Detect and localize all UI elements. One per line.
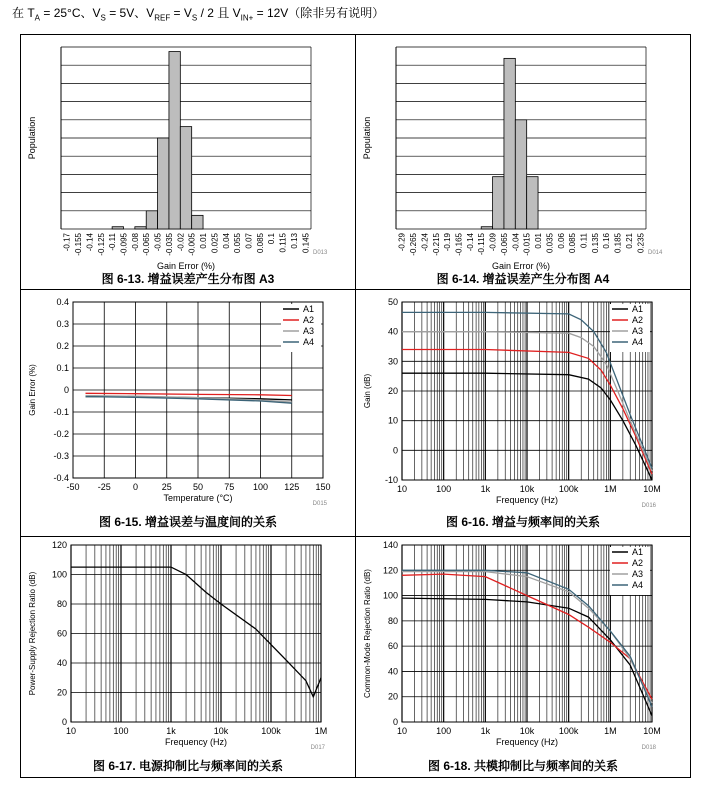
histogram-bar xyxy=(112,227,123,229)
legend-box xyxy=(610,547,650,595)
y-tick-label: 10 xyxy=(387,415,398,426)
panel-fig15 xyxy=(20,289,356,537)
y-tick-label: 40 xyxy=(387,666,398,677)
y-tick-label: 80 xyxy=(56,599,67,609)
x-tick-label: 50 xyxy=(192,482,204,492)
x-tick-label: 10k xyxy=(519,484,535,494)
x-tick-label: 1M xyxy=(604,484,617,494)
x-axis-label: Gain Error (%) xyxy=(491,261,551,271)
chart-fig14 xyxy=(356,35,692,291)
y-tick-label: 0.4 xyxy=(56,297,69,307)
y-tick-label: 100 xyxy=(51,569,67,580)
histogram-bar xyxy=(515,120,526,229)
x-tick-label: 0.06 xyxy=(556,233,566,249)
legend-label: A4 xyxy=(632,337,644,347)
x-tick-label: -0.09 xyxy=(488,233,498,252)
caption-fig18: 图 6-18. 共模抑制比与频率间的关系 xyxy=(427,759,619,773)
y-tick-label: 0 xyxy=(392,445,398,456)
y-tick-label: -0.2 xyxy=(53,429,69,439)
y-axis-label: Common-Mode Rejection Ratio (dB) xyxy=(363,569,372,698)
y-tick-label: 80 xyxy=(387,615,398,626)
x-tick-label: -0.095 xyxy=(119,233,129,256)
y-tick-label: 30 xyxy=(387,356,398,367)
y-axis-label: Population xyxy=(27,116,37,160)
figure-code: D017 xyxy=(310,745,325,751)
legend-label: A3 xyxy=(632,326,644,336)
x-tick-label: 0.11 xyxy=(579,233,589,248)
histogram-bar xyxy=(158,138,169,229)
y-axis-label: Gain (dB) xyxy=(363,373,372,409)
x-axis-label: Temperature (°C) xyxy=(163,493,233,503)
x-tick-label: -0.11 xyxy=(108,233,118,251)
x-tick-label: 10 xyxy=(396,726,408,736)
x-tick-label: 1k xyxy=(480,726,491,736)
y-tick-label: 0.1 xyxy=(56,363,69,373)
x-tick-label: 75 xyxy=(224,482,235,492)
y-axis-label: Power-Supply Rejection Ratio (dB) xyxy=(28,571,37,696)
x-tick-label: -0.14 xyxy=(85,233,95,252)
x-tick-label: -0.165 xyxy=(454,233,464,256)
y-axis-label: Population xyxy=(362,116,372,160)
legend-label: A3 xyxy=(303,326,315,336)
x-tick-label: 100 xyxy=(436,726,452,736)
histogram-bar xyxy=(493,177,504,229)
x-tick-label: 1k xyxy=(480,484,491,494)
x-tick-label: -0.115 xyxy=(477,233,487,256)
x-tick-label: 0.085 xyxy=(255,233,265,254)
chart-fig18 xyxy=(356,537,692,779)
panel-fig16 xyxy=(355,289,691,537)
caption-fig17: 图 6-17. 电源抑制比与频率间的关系 xyxy=(92,759,284,773)
legend-label: A3 xyxy=(632,569,644,579)
histogram-bar xyxy=(169,52,180,229)
x-tick-label: 0.085 xyxy=(568,233,578,254)
figure-code: D014 xyxy=(648,250,663,256)
panel-fig18 xyxy=(355,536,691,778)
chart-fig17 xyxy=(21,537,357,779)
panel-fig13 xyxy=(20,34,356,290)
x-tick-label: -0.265 xyxy=(409,233,419,256)
y-tick-label: 20 xyxy=(387,691,398,702)
legend-label: A1 xyxy=(303,304,315,314)
x-tick-label: 100 xyxy=(113,726,129,736)
legend-box xyxy=(281,304,321,352)
x-tick-label: 0.185 xyxy=(613,233,623,254)
legend-label: A2 xyxy=(632,315,644,325)
x-tick-label: 0.145 xyxy=(301,233,311,254)
y-tick-label: -0.3 xyxy=(53,451,69,461)
legend-label: A2 xyxy=(632,558,644,568)
y-tick-label: 0.2 xyxy=(56,341,69,351)
legend-label: A2 xyxy=(303,315,315,325)
x-tick-label: 0.115 xyxy=(278,233,288,253)
x-axis-label: Gain Error (%) xyxy=(156,261,216,271)
x-tick-label: -25 xyxy=(97,482,111,492)
legend-label: A4 xyxy=(303,337,315,347)
x-tick-label: 100k xyxy=(558,726,579,736)
y-tick-label: 40 xyxy=(56,658,67,668)
y-tick-label: 120 xyxy=(51,540,67,550)
y-tick-label: 0.3 xyxy=(56,319,69,329)
x-tick-label: 0.16 xyxy=(602,233,612,249)
y-tick-label: 0 xyxy=(61,717,67,727)
x-tick-label: 0.21 xyxy=(624,233,634,249)
figure-code: D018 xyxy=(641,745,656,751)
y-tick-label: 20 xyxy=(56,687,67,698)
y-tick-label: 50 xyxy=(387,297,398,307)
x-tick-label: 0.01 xyxy=(199,233,209,249)
histogram-bar xyxy=(527,177,538,229)
y-tick-label: -0.4 xyxy=(53,473,69,483)
x-tick-label: 0.035 xyxy=(545,233,555,254)
x-tick-label: -0.015 xyxy=(522,233,532,256)
x-tick-label: -0.14 xyxy=(465,233,475,252)
x-tick-label: 125 xyxy=(284,482,300,492)
x-tick-label: -0.065 xyxy=(499,233,509,256)
y-tick-label: 0 xyxy=(392,717,398,727)
x-tick-label: -0.08 xyxy=(130,233,140,252)
y-tick-label: 140 xyxy=(382,540,398,550)
x-tick-label: 10k xyxy=(519,726,535,736)
x-tick-label: -0.155 xyxy=(74,233,84,256)
x-tick-label: 0.025 xyxy=(210,233,220,254)
y-tick-label: 120 xyxy=(382,565,398,576)
y-tick-label: -0.1 xyxy=(53,407,69,417)
caption-fig13: 图 6-13. 增益误差产生分布图 A3 xyxy=(101,272,275,286)
x-tick-label: 0.01 xyxy=(534,233,544,249)
x-axis-label: Frequency (Hz) xyxy=(495,495,559,505)
x-tick-label: -0.035 xyxy=(164,233,174,256)
figure-code: D013 xyxy=(313,250,328,256)
x-tick-label: -0.29 xyxy=(397,233,407,252)
x-tick-label: 0.055 xyxy=(233,233,243,254)
y-tick-label: 60 xyxy=(387,641,398,652)
x-tick-label: -0.05 xyxy=(153,233,163,252)
legend-label: A1 xyxy=(632,304,644,314)
x-tick-label: 0.07 xyxy=(244,233,254,249)
x-tick-label: 25 xyxy=(161,482,172,492)
x-tick-label: 0.04 xyxy=(221,233,231,249)
series-line xyxy=(71,567,321,697)
figure-code: D016 xyxy=(641,503,656,509)
caption-fig14: 图 6-14. 增益误差产生分布图 A4 xyxy=(436,272,610,286)
x-tick-label: 10k xyxy=(213,726,229,736)
x-tick-label: 0.13 xyxy=(289,233,299,249)
y-axis-label: Gain Error (%) xyxy=(28,364,37,416)
x-tick-label: 1M xyxy=(314,726,328,736)
y-tick-label: 100 xyxy=(382,590,398,601)
histogram-bar xyxy=(192,215,203,229)
x-tick-label: 1k xyxy=(166,726,176,736)
x-tick-label: 100k xyxy=(558,484,579,494)
x-tick-label: 0.135 xyxy=(590,233,600,254)
y-tick-label: 40 xyxy=(387,326,398,337)
x-tick-label: 1M xyxy=(604,726,617,736)
x-tick-label: -0.065 xyxy=(142,233,152,256)
y-tick-label: 20 xyxy=(387,386,398,396)
panel-fig17 xyxy=(20,536,356,778)
x-tick-label: -0.005 xyxy=(187,233,197,256)
legend-box xyxy=(610,304,650,352)
x-tick-label: 0.235 xyxy=(636,233,646,254)
y-tick-label: 60 xyxy=(56,628,67,639)
histogram-bar xyxy=(146,211,157,229)
chart-fig16 xyxy=(356,290,692,538)
x-tick-label: 10 xyxy=(396,484,408,494)
legend-label: A1 xyxy=(632,547,644,557)
x-tick-label: 10 xyxy=(65,726,77,736)
histogram-bar xyxy=(180,127,191,229)
x-tick-label: 10M xyxy=(643,484,661,494)
conditions-header: 在 $T_A = 25^\circ C$、$V_S = 5V$、$V_{REF} = V_S / 2$ 且 $V_{IN+} = 12V$（除非另有说明） xyxy=(12,6,385,23)
x-tick-label: 0 xyxy=(132,482,139,492)
histogram-bar xyxy=(481,227,492,229)
x-tick-label: 100 xyxy=(436,484,452,494)
x-tick-label: -0.24 xyxy=(420,233,430,252)
x-tick-label: -0.02 xyxy=(176,233,186,252)
x-tick-label: 100 xyxy=(252,482,269,492)
chart-fig13 xyxy=(21,35,357,291)
x-tick-label: 0.1 xyxy=(267,233,277,245)
panel-fig14 xyxy=(355,34,691,290)
x-tick-label: 10M xyxy=(643,726,661,736)
x-tick-label: -0.125 xyxy=(96,233,106,256)
x-tick-label: -0.19 xyxy=(443,233,453,252)
x-tick-label: -0.04 xyxy=(511,233,521,252)
x-tick-label: -50 xyxy=(66,482,80,492)
x-tick-label: -0.215 xyxy=(431,233,441,256)
caption-fig15: 图 6-15. 增益误差与温度间的关系 xyxy=(98,515,278,529)
caption-fig16: 图 6-16. 增益与频率间的关系 xyxy=(445,515,601,529)
histogram-bar xyxy=(504,58,515,229)
x-axis-label: Frequency (Hz) xyxy=(495,737,559,747)
histogram-bar xyxy=(135,227,146,229)
legend-label: A4 xyxy=(632,580,644,590)
chart-fig15 xyxy=(21,290,357,538)
x-tick-label: 100k xyxy=(261,726,281,736)
y-tick-label: 0 xyxy=(63,385,69,395)
x-axis-label: Frequency (Hz) xyxy=(164,737,228,747)
figure-code: D015 xyxy=(312,501,327,507)
y-tick-label: -10 xyxy=(384,475,398,485)
x-tick-label: 150 xyxy=(315,482,331,492)
x-tick-label: -0.17 xyxy=(62,233,72,252)
